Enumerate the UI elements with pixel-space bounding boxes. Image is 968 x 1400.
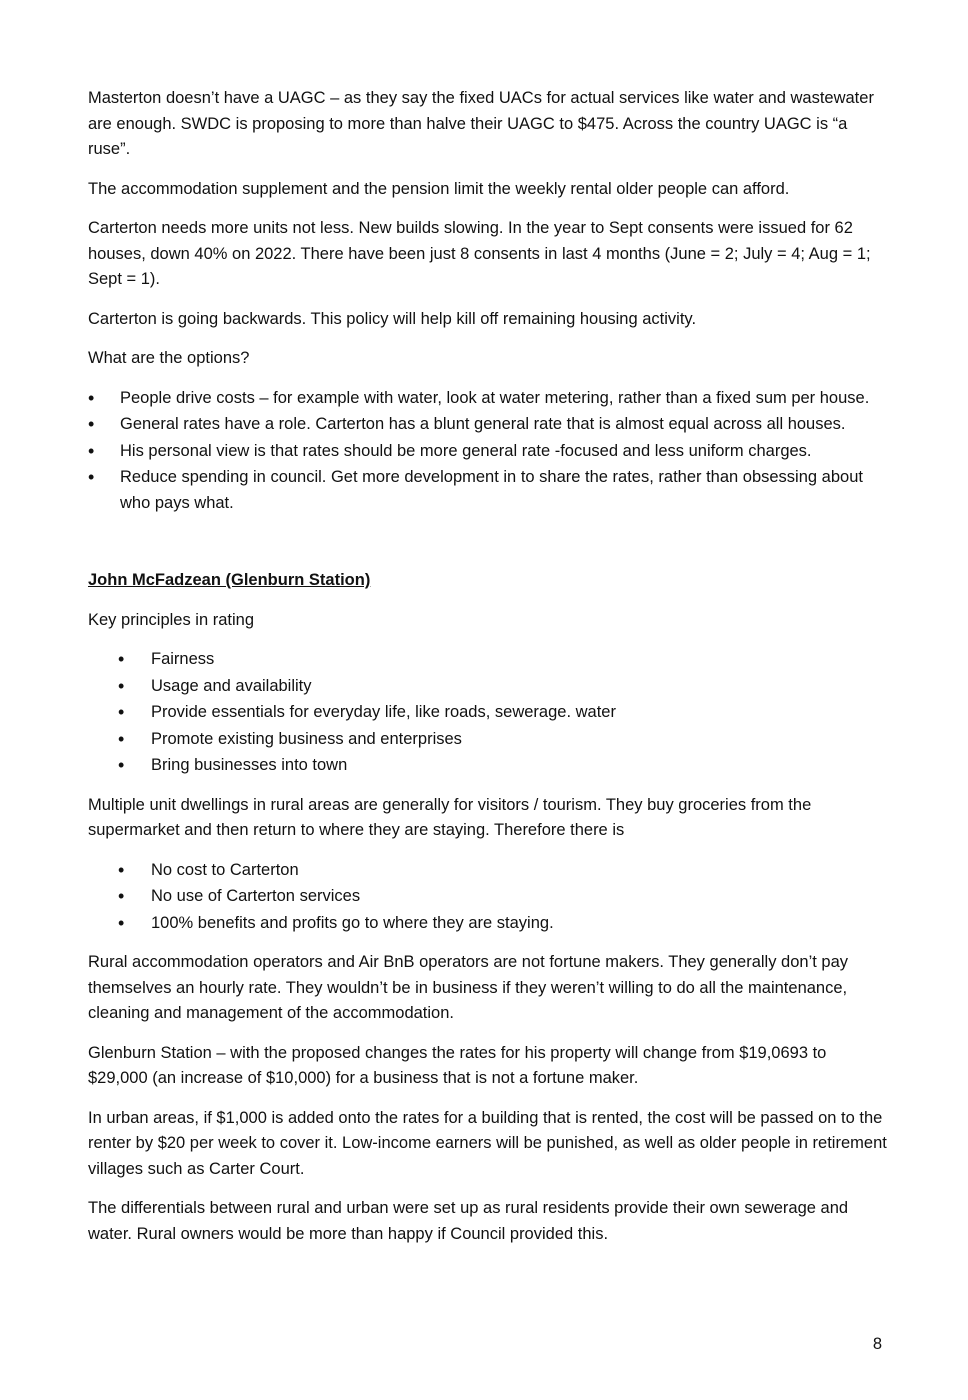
list-item: • General rates have a role. Carterton has a blunt general rate that is almost equal across all houses.	[88, 412, 888, 438]
list-item: • Provide essentials for everyday life, like roads, sewerage. water	[88, 700, 888, 726]
list-item: • His personal view is that rates should be more general rate -focused and less uniform charges.	[88, 439, 888, 465]
page-content	[88, 86, 888, 1261]
paragraph-rural-dwellings: Multiple unit dwellings in rural areas are generally for visitors / tourism. They buy groceries from the supermarket and then return to where they are staying. Therefore there is	[88, 795, 812, 839]
paragraph-options-question: What are the options?	[88, 349, 250, 367]
list-item: • No cost to Carterton	[88, 858, 888, 884]
paragraph-urban-areas: In urban areas, if $1,000 is added onto the rates for a building that is rented, the cost will be passed on to the renter by $20 per week to cover it. Low-income earners will be punished, as well as older people in retirement villages such as Carter Court.	[88, 1108, 887, 1178]
page-number: 8	[872, 1335, 882, 1353]
paragraph-uagc: Masterton doesn’t have a UAGC – as they say the fixed UACs for actual services like water and wastewater are enough. SWDC is proposing to more than halve their UAGC to $475. Across the country UAGC is “a ruse”.	[88, 89, 874, 158]
list-item: • 100% benefits and profits go to where they are staying.	[88, 911, 888, 937]
list-item: • Bring businesses into town	[88, 753, 888, 779]
paragraph-carterton-units: Carterton needs more units not less. New builds slowing. In the year to Sept consents were issued for 62 houses, down 40% on 2022. There have been just 8 consents in last 4 months (June = 2; July = 4; Aug = 1; Sept = 1).	[88, 219, 871, 288]
list-item: • Usage and availability	[88, 674, 888, 700]
options-list	[88, 386, 888, 517]
list-item: • People drive costs – for example with water, look at water metering, rather than a fixed sum per house.	[88, 386, 888, 412]
paragraph-accommodation-supplement: The accommodation supplement and the pension limit the weekly rental older people can afford.	[88, 179, 790, 198]
rural-points-list	[88, 858, 888, 937]
section-heading: John McFadzean (Glenburn Station)	[88, 571, 371, 589]
paragraph-rural-operators: Rural accommodation operators and Air BnB operators are not fortune makers. They generally don’t pay themselves an hourly rate. They wouldn’t be in business if they weren’t willing to do all the maintenance, cleaning and management of the accommodation.	[88, 953, 849, 1022]
list-item: • Fairness	[88, 647, 888, 673]
list-item: • Promote existing business and enterprises	[88, 727, 888, 753]
paragraph-key-principles: Key principles in rating	[88, 610, 254, 629]
list-item: • Reduce spending in council. Get more development in to share the rates, rather than obsessing about who pays what.	[88, 465, 888, 516]
paragraph-going-backwards: Carterton is going backwards. This policy will help kill off remaining housing activity.	[88, 309, 697, 328]
paragraph-glenburn-station: Glenburn Station – with the proposed changes the rates for his property will change from $19,0693 to $29,000 (an increase of $10,000) for a business that is not a fortune maker.	[88, 1043, 827, 1087]
principles-list	[88, 647, 888, 779]
paragraph-differentials: The differentials between rural and urban were set up as rural residents provide their own sewerage and water. Rural owners would be more than happy if Council provided this.	[88, 1199, 849, 1243]
list-item: • No use of Carterton services	[88, 884, 888, 910]
